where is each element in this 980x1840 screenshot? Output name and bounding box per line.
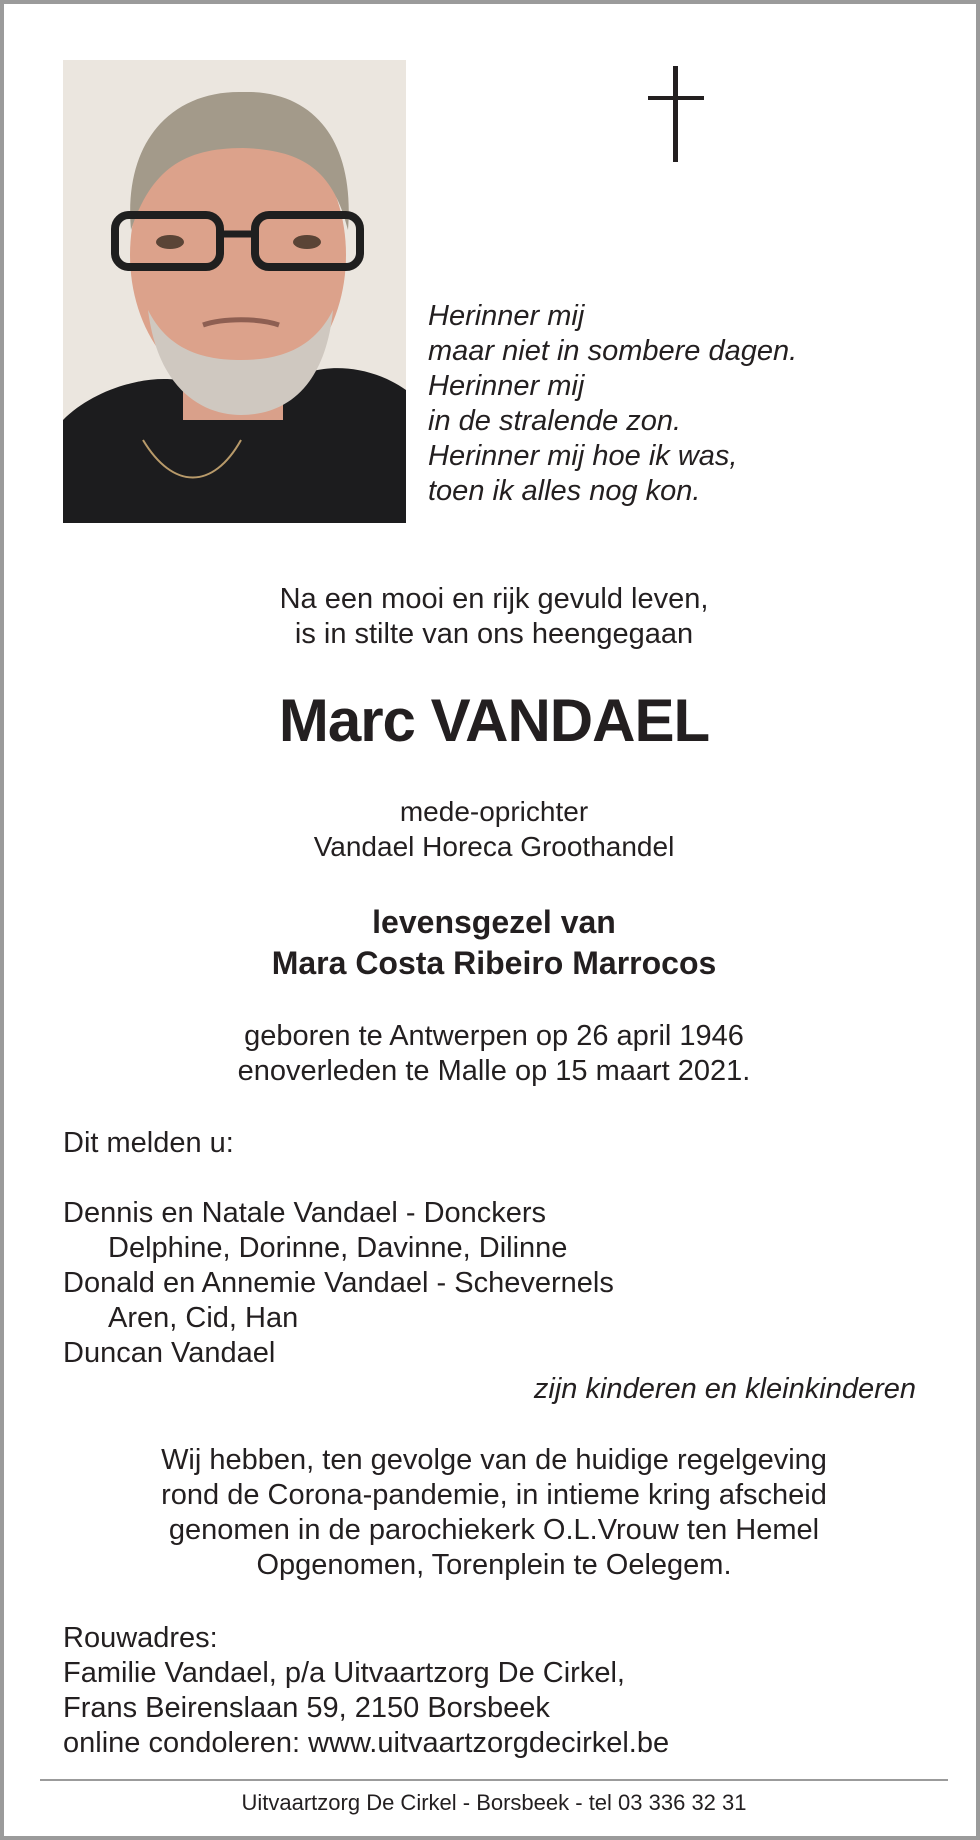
poem-line: in de stralende zon.: [428, 405, 682, 437]
cross-icon: [644, 66, 708, 162]
poem-line: Herinner mij hoe ik was,: [428, 440, 738, 472]
deceased-name: Marc VANDAEL: [278, 687, 710, 754]
birth-line: geboren te Antwerpen op 26 april 1946: [244, 1020, 744, 1052]
intro-line: Na een mooi en rijk gevuld leven,: [279, 583, 709, 615]
family-member: Duncan Vandael: [63, 1337, 276, 1369]
partner-info: [4, 902, 980, 984]
intro-line: is in stilte van ons heengegaan: [294, 618, 694, 650]
portrait-illustration: [63, 60, 406, 523]
announcement-text: Dit melden u:: [63, 1127, 234, 1159]
farewell-line: Wij hebben, ten gevolge van de huidige regelgeving: [161, 1444, 827, 1476]
condolence-link: online condoleren: www.uitvaartzorgdecirkel.be: [63, 1727, 670, 1759]
portrait-photo: [63, 60, 406, 523]
family-relation: zijn kinderen en kleinkinderen: [533, 1373, 916, 1405]
poem-line: Herinner mij: [428, 370, 585, 402]
grandchildren: Delphine, Dorinne, Davinne, Dilinne: [108, 1232, 568, 1264]
address-line: Familie Vandael, p/a Uitvaartzorg De Cirkel,: [63, 1657, 625, 1689]
memorial-poem: [428, 299, 797, 509]
address-line: Frans Beirenslaan 59, 2150 Borsbeek: [63, 1692, 550, 1724]
family-member: Donald en Annemie Vandael - Schevernels: [63, 1267, 614, 1299]
family-member: Dennis en Natale Vandael - Donckers: [63, 1197, 547, 1229]
funeral-home-footer: Uitvaartzorg De Cirkel - Borsbeek - tel 03 336 32 31: [241, 1790, 747, 1815]
poem-line: maar niet in sombere dagen.: [428, 335, 798, 367]
role-line: mede-oprichter: [399, 796, 589, 827]
footer-divider: [40, 1779, 948, 1781]
intro-text: [4, 582, 980, 652]
partner-line: levensgezel van: [372, 904, 616, 940]
family-list: [63, 1196, 614, 1371]
grandchildren: Aren, Cid, Han: [108, 1302, 299, 1334]
mourning-address: [63, 1621, 669, 1761]
address-heading: Rouwadres:: [63, 1622, 218, 1654]
deceased-role: [4, 794, 980, 864]
farewell-line: genomen in de parochiekerk O.L.Vrouw ten Hemel: [168, 1514, 820, 1546]
farewell-line: Opgenomen, Torenplein te Oelegem.: [256, 1549, 732, 1581]
role-line: Vandael Horeca Groothandel: [313, 831, 675, 862]
farewell-line: rond de Corona-pandemie, in intieme kring afscheid: [161, 1479, 827, 1511]
life-dates: [4, 1019, 980, 1089]
farewell-text: [4, 1443, 980, 1583]
poem-line: Herinner mij: [428, 300, 585, 332]
poem-line: toen ik alles nog kon.: [428, 475, 701, 507]
partner-line: Mara Costa Ribeiro Marrocos: [271, 945, 717, 981]
death-line: enoverleden te Malle op 15 maart 2021.: [237, 1055, 751, 1087]
